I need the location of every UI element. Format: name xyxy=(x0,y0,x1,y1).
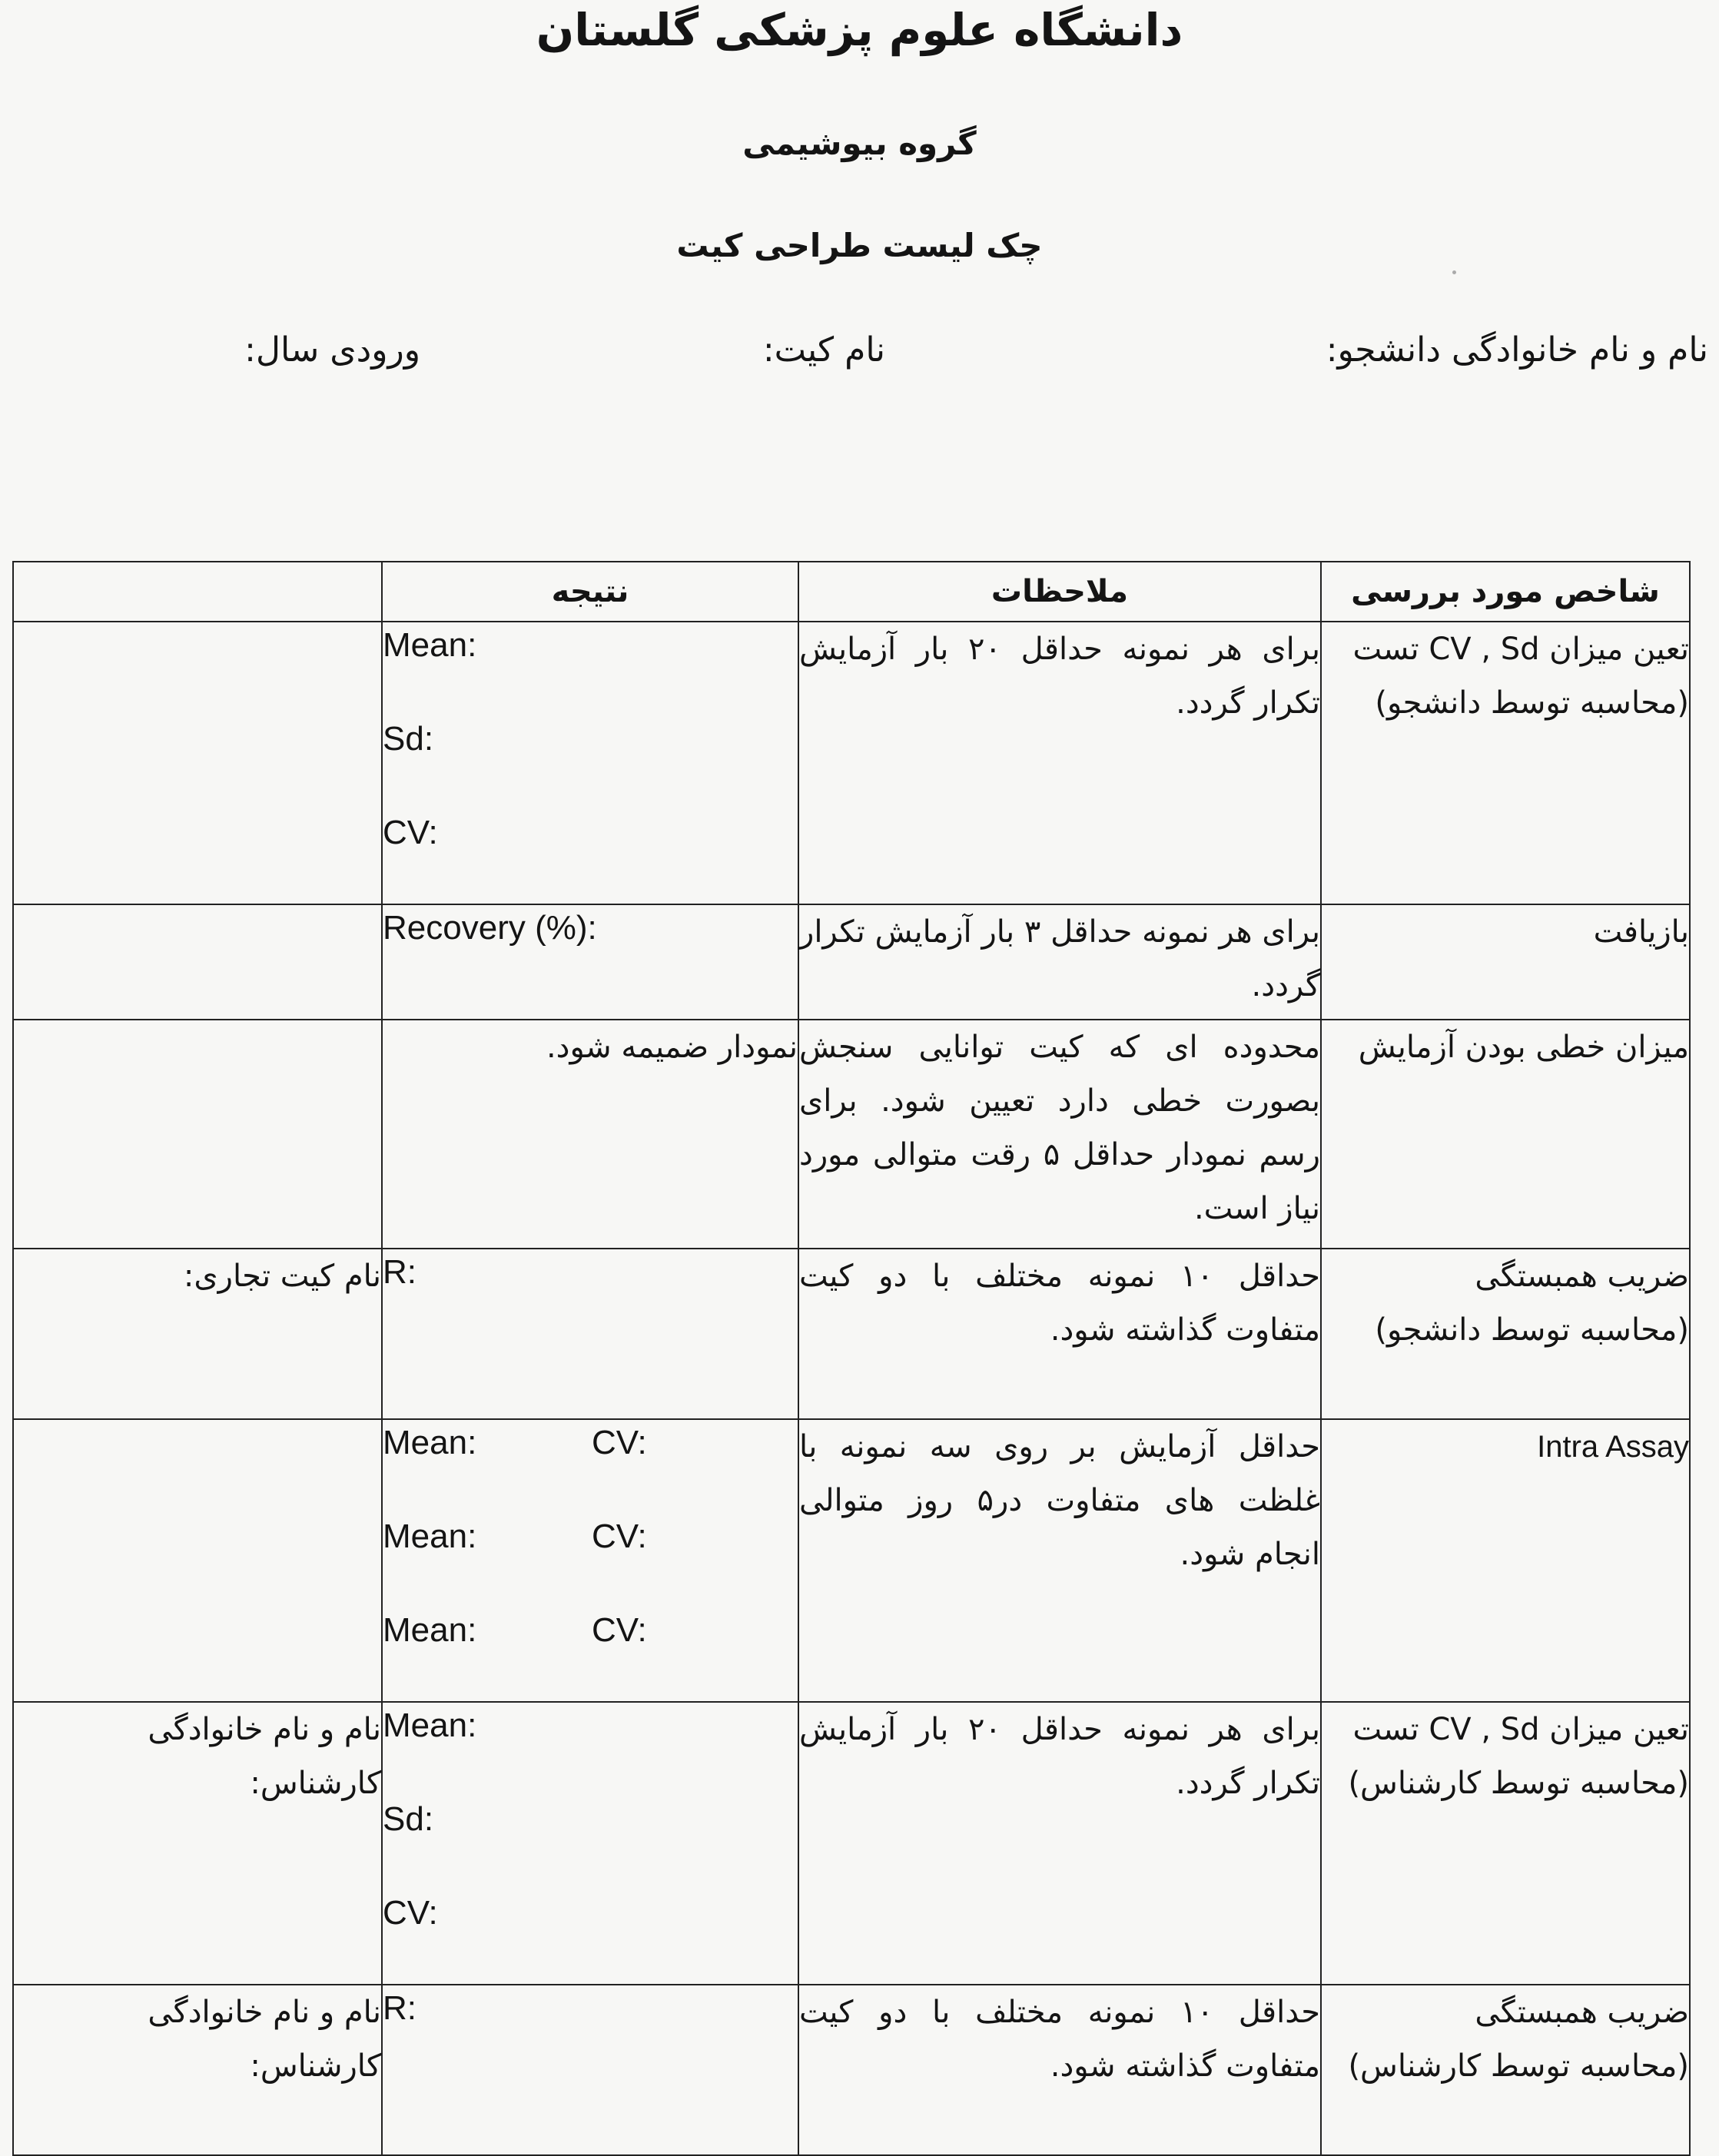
notes-cell: برای هر نمونه حداقل ۳ بار آزمایش تکرار گردد. xyxy=(798,904,1321,1020)
result-cell xyxy=(382,622,798,904)
indicator-name: ضریب همبستگی xyxy=(1475,1995,1689,2030)
table-row xyxy=(13,1419,1690,1702)
indicator-cell xyxy=(1321,904,1690,1020)
result-cell xyxy=(382,904,798,1020)
expert-name-label: نام و نام خانوادگی کارشناس: xyxy=(13,1702,382,1985)
indicator-note: (محاسبه توسط دانشجو) xyxy=(1375,1312,1689,1348)
extra-cell xyxy=(13,622,382,904)
indicator-cell xyxy=(1321,1249,1690,1419)
indicator-note: (محاسبه توسط کارشناس) xyxy=(1348,2048,1689,2084)
header-indicator: شاخص مورد بررسی xyxy=(1321,562,1690,622)
header-notes: ملاحظات xyxy=(798,562,1321,622)
mean-label: Mean: xyxy=(383,626,477,664)
indicator-name: Intra Assay xyxy=(1537,1430,1689,1464)
mean-label: Mean: xyxy=(383,1707,477,1744)
table-row xyxy=(13,1702,1690,1985)
r-label: R: xyxy=(383,1989,416,2027)
student-name-label: نام و نام خانوادگی دانشجو: xyxy=(1326,330,1708,370)
cv-label: CV: xyxy=(383,1894,438,1932)
notes-cell: برای هر نمونه حداقل ۲۰ بار آزمایش تکرار گردد. xyxy=(798,622,1321,904)
indicator-name: تعین میزان CV , Sd تست xyxy=(1352,1712,1689,1747)
indicator-cell xyxy=(1321,622,1690,904)
entry-year-label: ورودی سال: xyxy=(244,330,420,370)
indicator-name: ضریب همبستگی xyxy=(1475,1259,1689,1294)
form-title: چک لیست طراحی کیت xyxy=(676,227,1043,264)
cv-label: CV: xyxy=(592,1517,647,1555)
extra-cell xyxy=(13,1419,382,1702)
scan-speck xyxy=(1452,270,1456,274)
indicator-name: میزان خطی بودن آزمایش xyxy=(1358,1030,1689,1065)
table-row xyxy=(13,1985,1690,2155)
extra-cell xyxy=(13,904,382,1020)
expert-name-label: نام و نام خانوادگی کارشناس: xyxy=(13,1985,382,2155)
table-row xyxy=(13,1249,1690,1419)
header-result: نتیجه xyxy=(382,562,798,622)
indicator-cell xyxy=(1321,1702,1690,1985)
notes-cell: برای هر نمونه حداقل ۲۰ بار آزمایش تکرار گردد. xyxy=(798,1702,1321,1985)
notes-cell: حداقل ۱۰ نمونه مختلف با دو کیت متفاوت گذاشته شود. xyxy=(798,1985,1321,2155)
indicator-name: بازیافت xyxy=(1593,914,1689,950)
extra-cell xyxy=(13,1020,382,1249)
recovery-label: Recovery (%): xyxy=(383,909,597,947)
cv-label: CV: xyxy=(383,814,438,851)
result-cell xyxy=(382,1419,798,1702)
notes-cell: حداقل آزمایش بر روی سه نمونه با غلظت های متفاوت در۵ روز متوالی انجام شود. xyxy=(798,1419,1321,1702)
sd-label: Sd: xyxy=(383,720,434,758)
department-title: گروه بیوشیمی xyxy=(742,124,977,162)
result-cell xyxy=(382,1249,798,1419)
result-cell xyxy=(382,1702,798,1985)
commercial-kit-label: نام کیت تجاری: xyxy=(13,1249,382,1419)
header-extra xyxy=(13,562,382,622)
mean-label: Mean: xyxy=(383,1517,477,1555)
notes-cell: محدوده ای که کیت توانایی سنجش بصورت خطی دارد تعیین شود. برای رسم نمودار حداقل ۵ رقت متوالی مورد نیاز است. xyxy=(798,1020,1321,1249)
indicator-note: (محاسبه توسط کارشناس) xyxy=(1348,1766,1689,1801)
cv-label: CV: xyxy=(592,1611,647,1649)
table-row xyxy=(13,1020,1690,1249)
indicator-note: (محاسبه توسط دانشجو) xyxy=(1375,685,1689,721)
indicator-cell xyxy=(1321,1985,1690,2155)
table-row xyxy=(13,904,1690,1020)
university-title: دانشگاه علوم پزشکی گلستان xyxy=(536,4,1183,56)
table-row xyxy=(13,622,1690,904)
kit-name-label: نام کیت: xyxy=(762,330,885,370)
cv-label: CV: xyxy=(592,1424,647,1461)
indicator-name: تعین میزان CV , Sd تست xyxy=(1352,632,1689,667)
mean-label: Mean: xyxy=(383,1611,477,1649)
indicator-cell xyxy=(1321,1419,1690,1702)
mean-label: Mean: xyxy=(383,1424,477,1461)
kit-checklist-table xyxy=(12,561,1691,2156)
r-label: R: xyxy=(383,1253,416,1291)
indicator-cell xyxy=(1321,1020,1690,1249)
sd-label: Sd: xyxy=(383,1800,434,1838)
result-cell: نمودار ضمیمه شود. xyxy=(382,1020,798,1249)
table-header-row xyxy=(13,562,1690,622)
notes-cell: حداقل ۱۰ نمونه مختلف با دو کیت متفاوت گذاشته شود. xyxy=(798,1249,1321,1419)
result-cell xyxy=(382,1985,798,2155)
